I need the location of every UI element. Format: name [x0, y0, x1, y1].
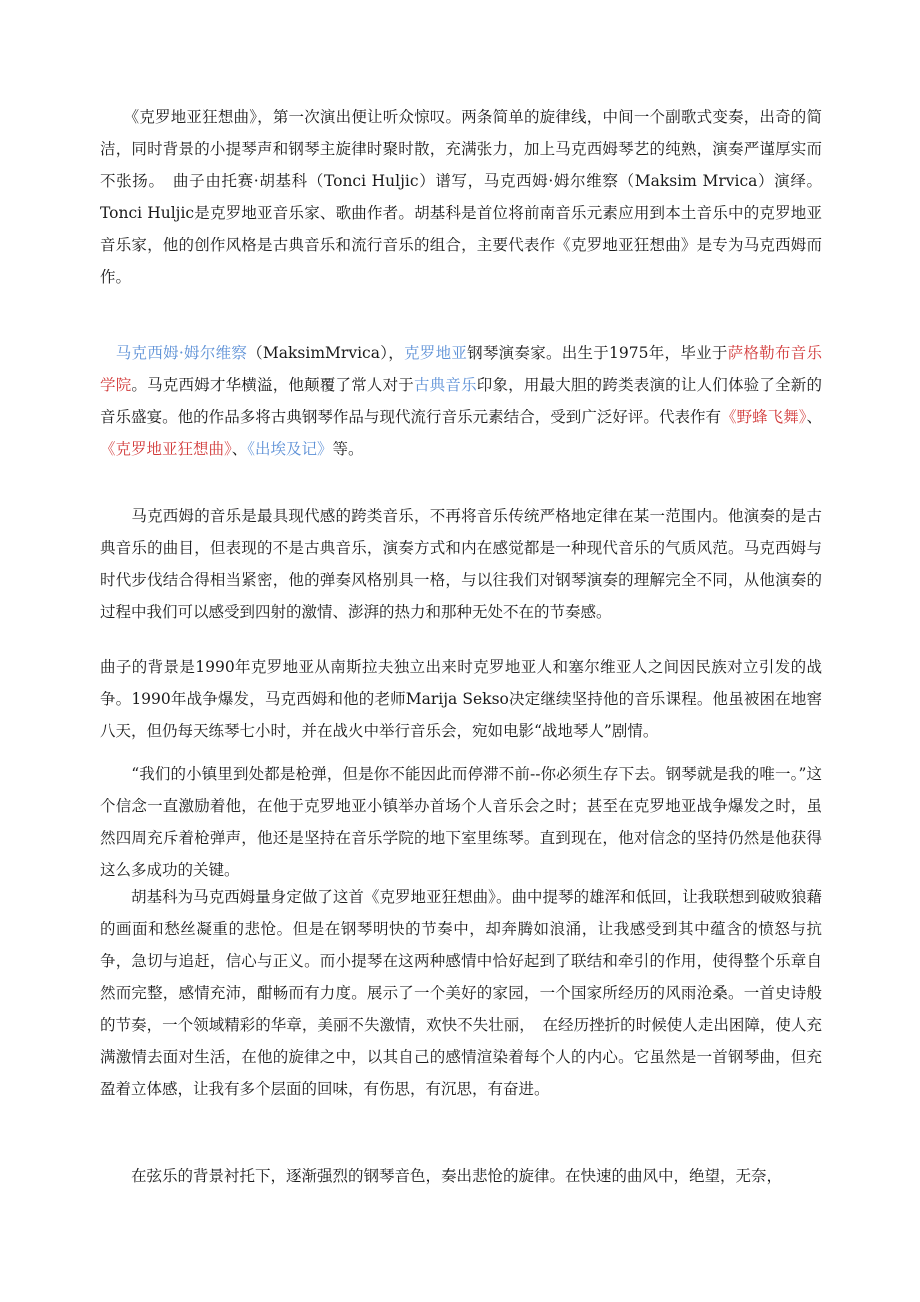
paragraph-quote: “我们的小镇里到处都是枪弹，但是你不能因此而停滞不前--你必须生存下去。钢琴就是我的唯一。”这个信念一直激励着他，在他于克罗地亚小镇举办首场个人音乐会之时；甚至在克罗地亚战争爆发之时，虽然四周充斥着枪弹声，他还是坚持在音乐学院的地下室里练琴。直到现在，他对信念的坚持仍然是他获得这么多成功的关键。 — [100, 765, 822, 879]
indent — [100, 344, 116, 362]
paragraph-closing: 在弦乐的背景衬托下，逐渐强烈的钢琴音色，奏出悲怆的旋律。在快速的曲风中，绝望，无奈， — [100, 1167, 783, 1185]
paragraph-modern-style: 马克西姆的音乐是最具现代感的跨类音乐，不再将音乐传统严格地定律在某一范围内。他演奏的是古典音乐的曲目，但表现的不是古典音乐，演奏方式和内在感觉都是一种现代音乐的气质风范。马克西姆与时代步伐结合得相当紧密，他的弹奏风格别具一格，与以往我们对钢琴演奏的理解完全不同，从他演奏的过程中我们可以感受到四射的激情、澎湃的热力和那种无处不在的节奏感。 — [100, 507, 822, 621]
paragraph-background: 曲子的背景是1990年克罗地亚从南斯拉夫独立出来时克罗地亚人和塞尔维亚人之间因民族对立引发的战争。1990年战争爆发，马克西姆和他的老师Marija Sekso决定继续坚持他的音乐课程。他虽被困在地窖八天，但仍每天练琴七小时，并在战火中举行音乐会，宛如电影“战地琴人”剧情。 — [100, 658, 822, 740]
paragraph-intro: 《克罗地亚狂想曲》，第一次演出便让听众惊叹。两条简单的旋律线，中间一个副歌式变奏，出奇的简洁，同时背景的小提琴声和钢琴主旋律时聚时散，充满张力，加上马克西姆琴艺的纯熟，演奏严谨厚实而不张扬。 曲子由托赛·胡基科（Tonci Huljic）谱写，马克西姆·姆尔维察（Maksim Mrvica）演绎。Tonci Huljic是克罗地亚音乐家、歌曲作者。胡基科是首位将前南音乐元素应用到本土音乐中的克罗地亚音乐家，他的创作风格是古典音乐和流行音乐的组合，主要代表作《克罗地亚狂想曲》是专为马克西姆而作。 — [100, 108, 822, 286]
bio-text-4: 印象，用最大胆的跨类表演的让人们体验了全新的音乐盛宴。他的作品多将古典钢琴作品与现代流行音乐元素结合，受到广泛好评。代表作有 — [100, 376, 822, 426]
link-maksim-mrvica[interactable]: 马克西姆·姆尔维察 — [115, 344, 248, 362]
separator-2: 、 — [231, 440, 248, 458]
separator-1: 、 — [806, 408, 822, 426]
link-classical-music[interactable]: 古典音乐 — [413, 376, 477, 394]
bio-text-2: 钢琴演奏家。出生于1975年，毕业于 — [467, 344, 728, 362]
link-zagreb-music-academy[interactable]: 萨格勒布音乐学院 — [100, 344, 822, 394]
paragraph-appreciation: 胡基科为马克西姆量身定做了这首《克罗地亚狂想曲》。曲中提琴的雄浑和低回，让我联想到破败狼藉的画面和愁丝凝重的悲怆。但是在钢琴明快的节奏中，却奔腾如浪涌，让我感受到其中蕴含的愤怒与抗争，急切与追赶，信心与正义。而小提琴在这两种感情中恰好起到了联结和牵引的作用，使得整个乐章自然而完整，感情充沛，酣畅而有力度。展示了一个美好的家园，一个国家所经历的风雨沧桑。一首史诗般的节奏，一个领域精彩的华章，美丽不失激情，欢快不失壮丽， 在经历挫折的时候使人走出困障，使人充满激情去面对生活，在他的旋律之中，以其自己的感情渲染着每个人的内心。它虽然是一首钢琴曲，但充盈着立体感，让我有多个层面的回味，有伤思，有沉思，有奋进。 — [100, 888, 822, 1098]
link-croatian-rhapsody[interactable]: 《克罗地亚狂想曲》 — [100, 440, 232, 458]
link-croatia[interactable]: 克罗地亚 — [404, 344, 468, 362]
bio-text-5: 等。 — [332, 440, 364, 458]
paragraph-biography — [100, 337, 822, 465]
bio-text-3: 。马克西姆才华横溢，他颠覆了常人对于 — [131, 376, 414, 394]
link-exodus[interactable]: 《出埃及记》 — [247, 440, 333, 458]
link-flight-of-the-bumblebee[interactable]: 《野蜂飞舞》 — [721, 408, 807, 426]
bio-text-1: （MaksimMrvica）， — [247, 344, 405, 362]
